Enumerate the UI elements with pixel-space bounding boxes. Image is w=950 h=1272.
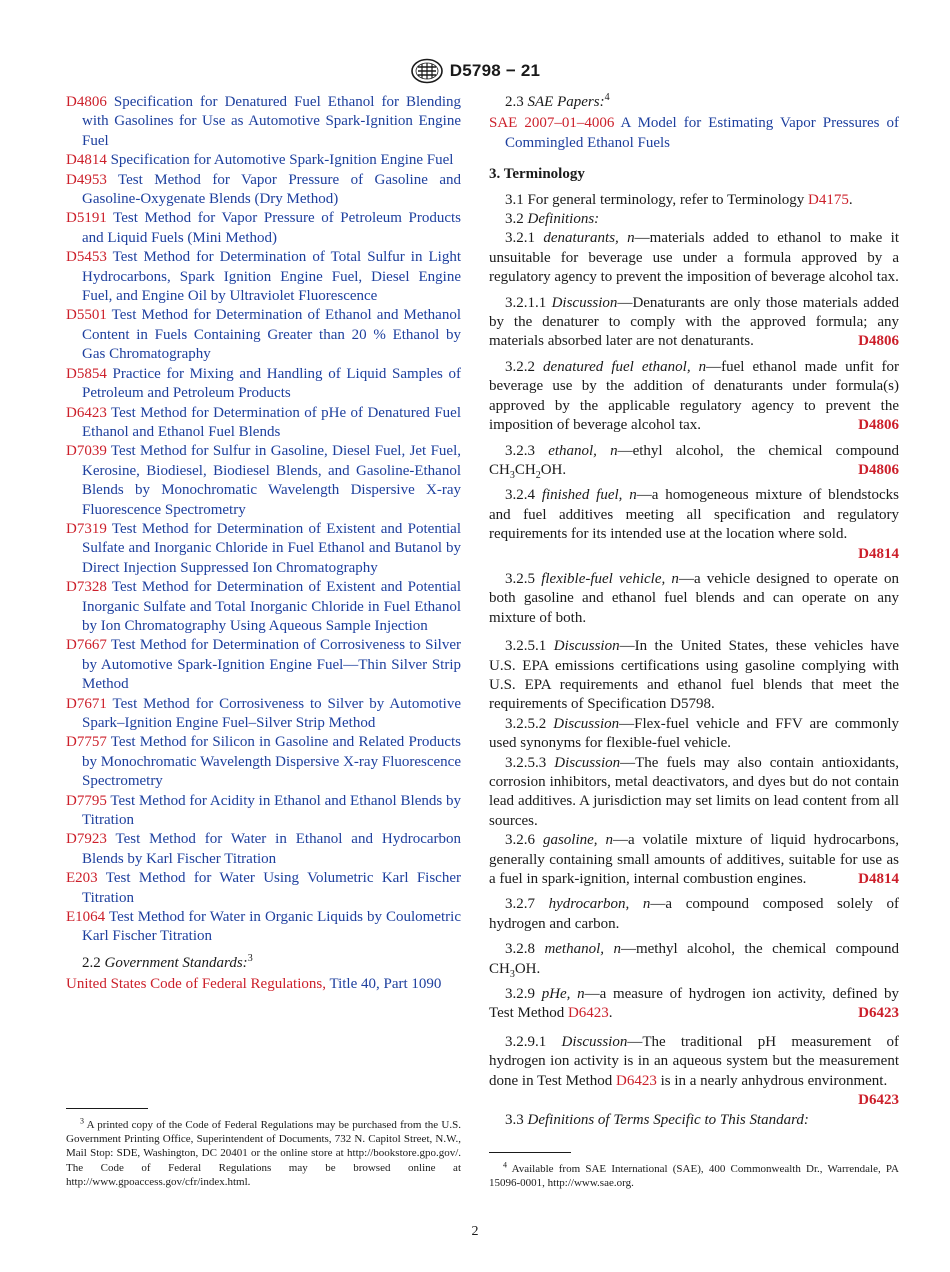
reference-item[interactable] <box>66 636 461 694</box>
reference-item[interactable] <box>66 248 461 306</box>
cfr-link[interactable]: United States Code of Federal Regulations, <box>66 976 326 993</box>
ref-tag-d4806[interactable]: D4806 <box>858 333 899 350</box>
reference-code-link[interactable]: D7319 <box>66 520 107 537</box>
para-3-2-5-2: 3.2.5.2 Discussion—Flex-fuel vehicle and FFV are commonly used synonyms for flexible-fuel vehicle. <box>489 715 900 752</box>
reference-code-link[interactable]: E203 <box>66 870 98 887</box>
reference-title-link[interactable]: Test Method for Corrosiveness to Silver by Automotive Spark–Ignition Engine Fuel–Silver Strip Method <box>82 695 461 731</box>
reference-title-link[interactable]: Test Method for Water in Organic Liquids by Coulometric Karl Fischer Titration <box>82 909 461 945</box>
reference-item-sae[interactable] <box>489 114 899 153</box>
d6423-link[interactable]: D6423 <box>616 1072 657 1089</box>
reference-code-link[interactable]: D4806 <box>66 94 107 110</box>
reference-title-link[interactable]: Test Method for Determination of pHe of Denatured Fuel Ethanol and Ethanol Fuel Blends <box>82 404 462 440</box>
reference-code-link[interactable]: D5191 <box>66 210 107 227</box>
gov-standards-heading: 2.2 Government Standards:$^3$ <box>82 952 253 971</box>
sae-papers-heading: 2.3 SAE Papers:$^4$ <box>505 92 610 110</box>
footnote-4: $^4$ Available from SAE International (SAE), 400 Commonwealth Dr., Warrendale, PA 15096-0001, http://www.sae.org. <box>489 1160 899 1190</box>
reference-code-link[interactable]: D7039 <box>66 443 107 460</box>
reference-item[interactable] <box>66 869 461 908</box>
astm-logo-icon <box>410 58 444 84</box>
para-3-2-5: 3.2.5 flexible-fuel vehicle, n—a vehicle designed to operate on both gasoline and ethanol fuel blends and can operate on any mixture of both. <box>489 570 899 626</box>
d4175-link[interactable]: D4175 <box>808 191 849 208</box>
right-column <box>489 93 899 1130</box>
cfr-title-link[interactable]: Title 40, Part 1090 <box>329 976 442 993</box>
para-3-2-5-3: 3.2.5.3 Discussion—The fuels may also contain antioxidants, corrosion inhibitors, metal deactivators, and dyes but do not contain lead additives. A jurisdiction may set limits on lead content from all sources. <box>489 754 899 829</box>
footnote-3: $^3$ A printed copy of the Code of Federal Regulations may be purchased from the U.S. Government Printing Office, Superintendent of Documents, 732 N. Capitol Street, N.W., Mail Stop: SDE, Washington, DC 20401 or the online store at http://bookstore.gpo.gov/. The Code of Federal Regulations may be browsed online at http://www.gpoaccess.gov/cfr/index.html. <box>66 1116 461 1188</box>
reference-code-link[interactable]: D5854 <box>66 365 107 382</box>
reference-code-link[interactable]: D7757 <box>66 734 107 751</box>
para-3-2-3: 3.2.3 ethanol, n—ethyl alcohol, the chemical compound $CH_3CH_2OH$. D4806 <box>489 442 899 481</box>
reference-item[interactable] <box>66 520 461 578</box>
reference-title-link[interactable]: Test Method for Determination of Existent and Potential Sulfate and Inorganic Chloride in Fuel Ethanol and Butanol by Direct Injection Suppressed Ion Chromatography <box>82 520 461 576</box>
ref-tag-d6423[interactable]: D6423 <box>858 1092 899 1109</box>
reference-code-link[interactable]: D7328 <box>66 579 107 596</box>
para-3-1: 3.1 For general terminology, refer to Terminology D4175. <box>505 191 853 208</box>
reference-item[interactable] <box>66 93 461 151</box>
reference-title-link[interactable]: Test Method for Water in Ethanol and Hydrocarbon Blends by Karl Fischer Titration <box>82 831 461 867</box>
reference-title-link[interactable]: Test Method for Sulfur in Gasoline, Diesel Fuel, Jet Fuel, Kerosine, Biodiesel, Biodiesel Blends, and Gasoline-Ethanol Blends by Monochromatic Wavelength Dispersive X-ray Fluorescence Spectrometry <box>82 443 461 518</box>
para-3-3: 3.3 Definitions of Terms Specific to This Standard: <box>505 1111 809 1128</box>
para-3-2: 3.2 Definitions: <box>505 211 600 228</box>
reference-item-cfr[interactable] <box>66 975 461 994</box>
para-3-2-4: 3.2.4 finished fuel, n—a homogeneous mixture of blendstocks and fuel additives meeting all specification and regulatory requirements for its intended use at the location where sold. D4814 <box>489 486 899 564</box>
reference-title-link[interactable]: Test Method for Acidity in Ethanol and Ethanol Blends by Titration <box>82 792 461 829</box>
reference-title-link[interactable]: Test Method for Determination of Existent and Potential Inorganic Sulfate and Total Inorganic Chloride in Fuel Ethanol by Ion Chromatography Using Aqueous Sample Injection <box>82 579 461 634</box>
reference-item[interactable] <box>66 404 461 443</box>
reference-code-link[interactable]: D7923 <box>66 831 107 848</box>
reference-title-link[interactable]: Practice for Mixing and Handling of Liquid Samples of Petroleum and Petroleum Products <box>82 365 461 402</box>
ref-tag-d4806[interactable]: D4806 <box>858 461 899 478</box>
ref-tag-d4814[interactable]: D4814 <box>858 545 899 562</box>
reference-title-link[interactable]: Test Method for Determination of Ethanol and Methanol Content in Fuels Containing Greater than 20 % Ethanol by Gas Chromatography <box>82 307 461 363</box>
reference-code-link[interactable]: D7671 <box>66 695 107 712</box>
reference-title-link[interactable]: Test Method for Silicon in Gasoline and Related Products by Monochromatic Wavelength Dispersive X-ray Fluorescence Spectrometry <box>82 734 461 790</box>
reference-code-link[interactable]: D7795 <box>66 792 107 809</box>
reference-item[interactable] <box>66 442 461 520</box>
para-3-2-7: 3.2.7 hydrocarbon, n—a compound composed solely of hydrogen and carbon. <box>489 896 899 932</box>
reference-title-link[interactable]: Test Method for Vapor Pressure of Petroleum Products and Liquid Fuels (Mini Method) <box>82 210 461 246</box>
reference-item[interactable] <box>66 830 461 869</box>
reference-item[interactable] <box>66 151 461 170</box>
reference-code-link[interactable]: D7667 <box>66 637 107 654</box>
footnote-rule-right <box>489 1152 571 1153</box>
reference-title-link[interactable]: Test Method for Determination of Total Sulfur in Light Hydrocarbons, Spark Ignition Engine Fuel, Diesel Engine Fuel, and Engine Oil by Ultraviolet Fluorescence <box>82 249 461 305</box>
reference-code-link[interactable]: D6423 <box>66 404 107 421</box>
para-3-2-6: 3.2.6 gasoline, n—a volatile mixture of liquid hydrocarbons, generally containing small amounts of additives, suitable for use as a fuel in spark-ignition, internal combustion engines. D4814 <box>489 831 899 889</box>
para-3-2-1: 3.2.1 denaturants, n—materials added to ethanol to make it unsuitable for beverage use under a formula approved by a regulatory agency to prevent the imposition of beverage alcohol tax. <box>489 230 899 286</box>
reference-item[interactable] <box>66 733 461 791</box>
reference-code-link[interactable]: D4814 <box>66 152 107 169</box>
reference-item[interactable] <box>66 908 461 947</box>
ref-tag-d6423[interactable]: D6423 <box>858 1005 899 1022</box>
reference-list <box>66 93 461 947</box>
reference-title-link[interactable]: Test Method for Vapor Pressure of Gasoline and Gasoline-Oxygenate Blends (Dry Method) <box>82 171 461 208</box>
ref-tag-d4814[interactable]: D4814 <box>858 871 899 888</box>
sae-code-link[interactable]: SAE 2007–01–4006 <box>489 115 615 132</box>
reference-title-link[interactable]: Specification for Denatured Fuel Ethanol for Blending with Gasolines for Use as Automotive Spark-Ignition Engine Fuel <box>82 94 461 149</box>
para-3-2-1-1: 3.2.1.1 Discussion—Denaturants are only those materials added by the denaturer to comply with the approved formula; any materials absorbed later are not denaturants. D4806 <box>489 294 899 352</box>
ref-tag-d4806[interactable]: D4806 <box>858 417 899 434</box>
reference-title-link[interactable]: Test Method for Water Using Volumetric Karl Fischer Titration <box>82 870 461 906</box>
para-3-2-8: 3.2.8 methanol, n—methyl alcohol, the chemical compound $CH_3OH$. <box>489 941 900 980</box>
reference-title-link[interactable]: Specification for Automotive Spark-Ignition Engine Fuel <box>110 152 454 169</box>
page-number: 2 <box>471 1224 479 1239</box>
reference-item[interactable] <box>66 792 461 831</box>
para-3-2-5-1: 3.2.5.1 Discussion—In the United States, these vehicles have U.S. EPA emissions certifications using gasoline complying with U.S. EPA requirements and ethanol fuel blends that meet the requirements of Specification D5798. <box>489 638 899 713</box>
document-id: D5798 − 21 <box>449 61 541 81</box>
reference-item[interactable] <box>66 365 461 404</box>
page-header <box>0 56 950 86</box>
terminology-heading: 3. Terminology <box>489 166 585 183</box>
reference-code-link[interactable]: D4953 <box>66 171 107 188</box>
reference-code-link[interactable]: D5501 <box>66 307 107 324</box>
para-3-2-9: 3.2.9 pHe, n—a measure of hydrogen ion activity, defined by Test Method D6423. D6423 <box>489 985 899 1024</box>
sae-title-link[interactable]: A Model for Estimating Vapor Pressures of Commingled Ethanol Fuels <box>505 115 899 151</box>
reference-title-link[interactable]: Test Method for Determination of Corrosiveness to Silver by Automotive Spark-Ignition Engine Fuel—Thin Silver Strip Method <box>82 637 461 693</box>
left-column <box>66 93 461 995</box>
footnote-rule-left <box>66 1108 148 1109</box>
reference-code-link[interactable]: E1064 <box>66 909 106 926</box>
reference-item[interactable] <box>66 171 461 210</box>
d6423-link[interactable]: D6423 <box>567 1005 609 1022</box>
reference-item[interactable] <box>66 695 461 734</box>
reference-item[interactable] <box>66 306 461 364</box>
reference-code-link[interactable]: D5453 <box>66 249 107 266</box>
reference-item[interactable] <box>66 209 461 248</box>
reference-item[interactable] <box>66 578 461 636</box>
para-3-2-9-1: 3.2.9.1 Discussion—The traditional pH measurement of hydrogen ion activity is in an aqueous system but the measurement done in Test Method D6423 is in a nearly anhydrous environment. D6423 <box>489 1033 899 1111</box>
para-3-2-2: 3.2.2 denatured fuel ethanol, n—fuel ethanol made unfit for beverage use by the addition of denaturants under formula(s) approved by the applicable regulatory agency to prevent the imposition of beverage alcohol tax. D4806 <box>489 358 899 436</box>
